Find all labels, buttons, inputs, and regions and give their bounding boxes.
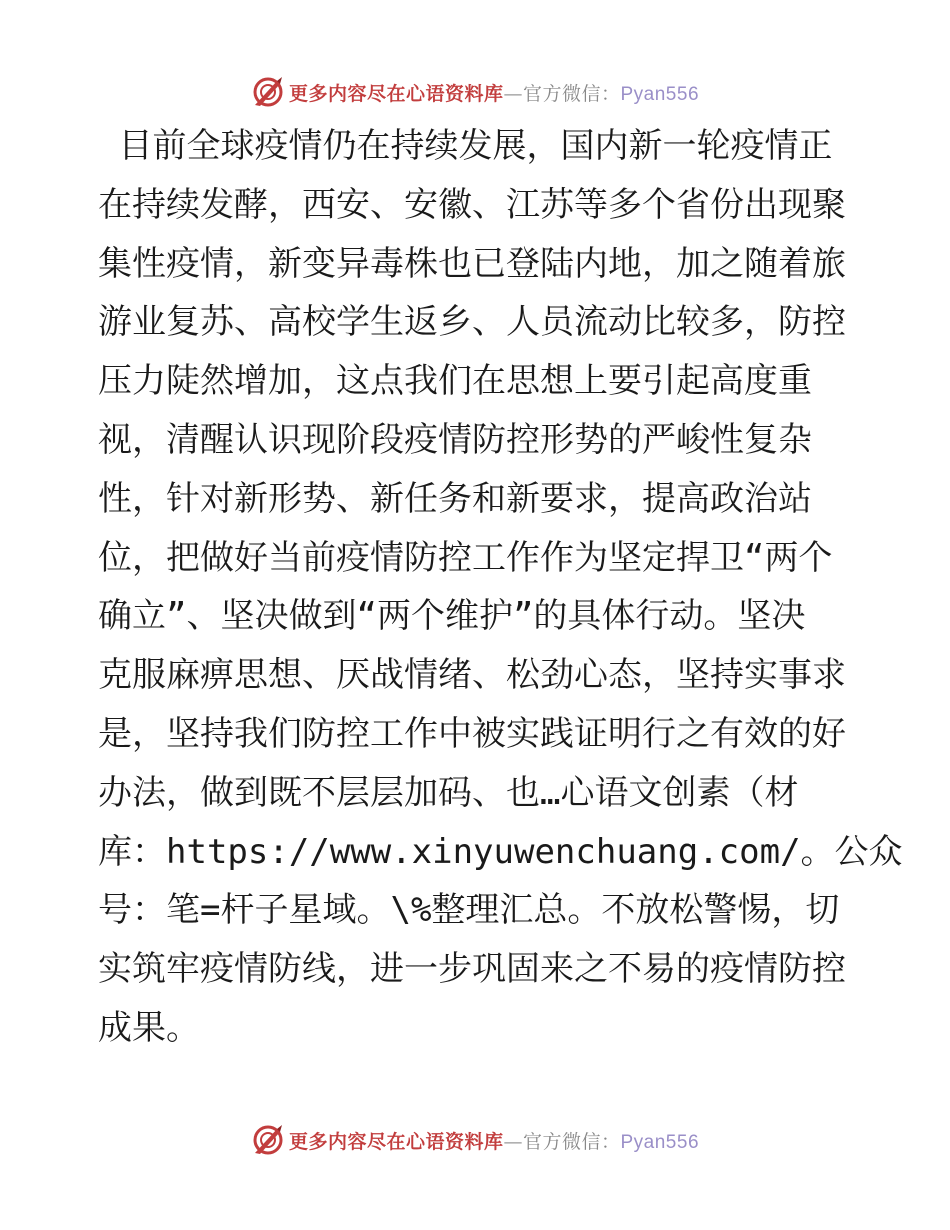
body-line: 性，针对新形势、新任务和新要求，提高政治站 [98, 478, 812, 519]
document-body [98, 117, 903, 1058]
watermark-official: 官方微信： [522, 82, 621, 105]
watermark-wechat-id: Pyan556 [620, 83, 700, 105]
watermark-dash: — [503, 1130, 523, 1153]
watermark-official: 官方微信： [522, 1130, 621, 1153]
watermark-main: 更多内容尽在心语资料库 [288, 1130, 504, 1153]
body-line: 游业复苏、高校学生返乡、人员流动比较多，防控 [98, 302, 846, 343]
footer-watermark [0, 1120, 950, 1160]
body-line: 办法，做到既不层层加码、也…心语文创素（材 [98, 772, 799, 813]
body-line: 压力陡然增加，这点我们在思想上要引起高度重 [98, 361, 812, 402]
quill-logo-icon [251, 1123, 285, 1157]
body-line: 位，把做好当前疫情防控工作作为坚定捍卫“两个 [98, 537, 833, 578]
body-line: 号：笔=杆子星域。\%整理汇总。不放松警惕，切 [98, 890, 840, 931]
header-watermark [0, 72, 950, 112]
body-line: 视，清醒认识现阶段疫情防控形势的严峻性复杂 [98, 419, 812, 460]
body-line: 克服麻痹思想、厌战情绪、松劲心态，坚持实事求 [98, 655, 846, 696]
watermark-wechat-id: Pyan556 [620, 1131, 700, 1153]
body-line: 集性疫情，新变异毒株也已登陆内地，加之随着旅 [98, 243, 846, 284]
watermark-text [289, 1127, 699, 1154]
quill-logo-icon [251, 75, 285, 109]
body-line: 确立”、坚决做到“两个维护”的具体行动。坚决 [98, 596, 806, 637]
body-line: 成果。 [98, 1007, 200, 1048]
watermark-main: 更多内容尽在心语资料库 [288, 82, 504, 105]
body-line: 目前全球疫情仍在持续发展，国内新一轮疫情正 [98, 126, 833, 166]
body-line: 是，坚持我们防控工作中被实践证明行之有效的好 [98, 713, 846, 754]
watermark-dash: — [503, 82, 523, 105]
body-line: 实筑牢疫情防线，进一步巩固来之不易的疫情防控 [98, 949, 846, 990]
body-line: 在持续发酵，西安、安徽、江苏等多个省份出现聚 [98, 184, 846, 225]
body-line: 库：https://www.xinyuwenchuang.com/。公众 [98, 831, 903, 872]
watermark-text [289, 79, 699, 106]
